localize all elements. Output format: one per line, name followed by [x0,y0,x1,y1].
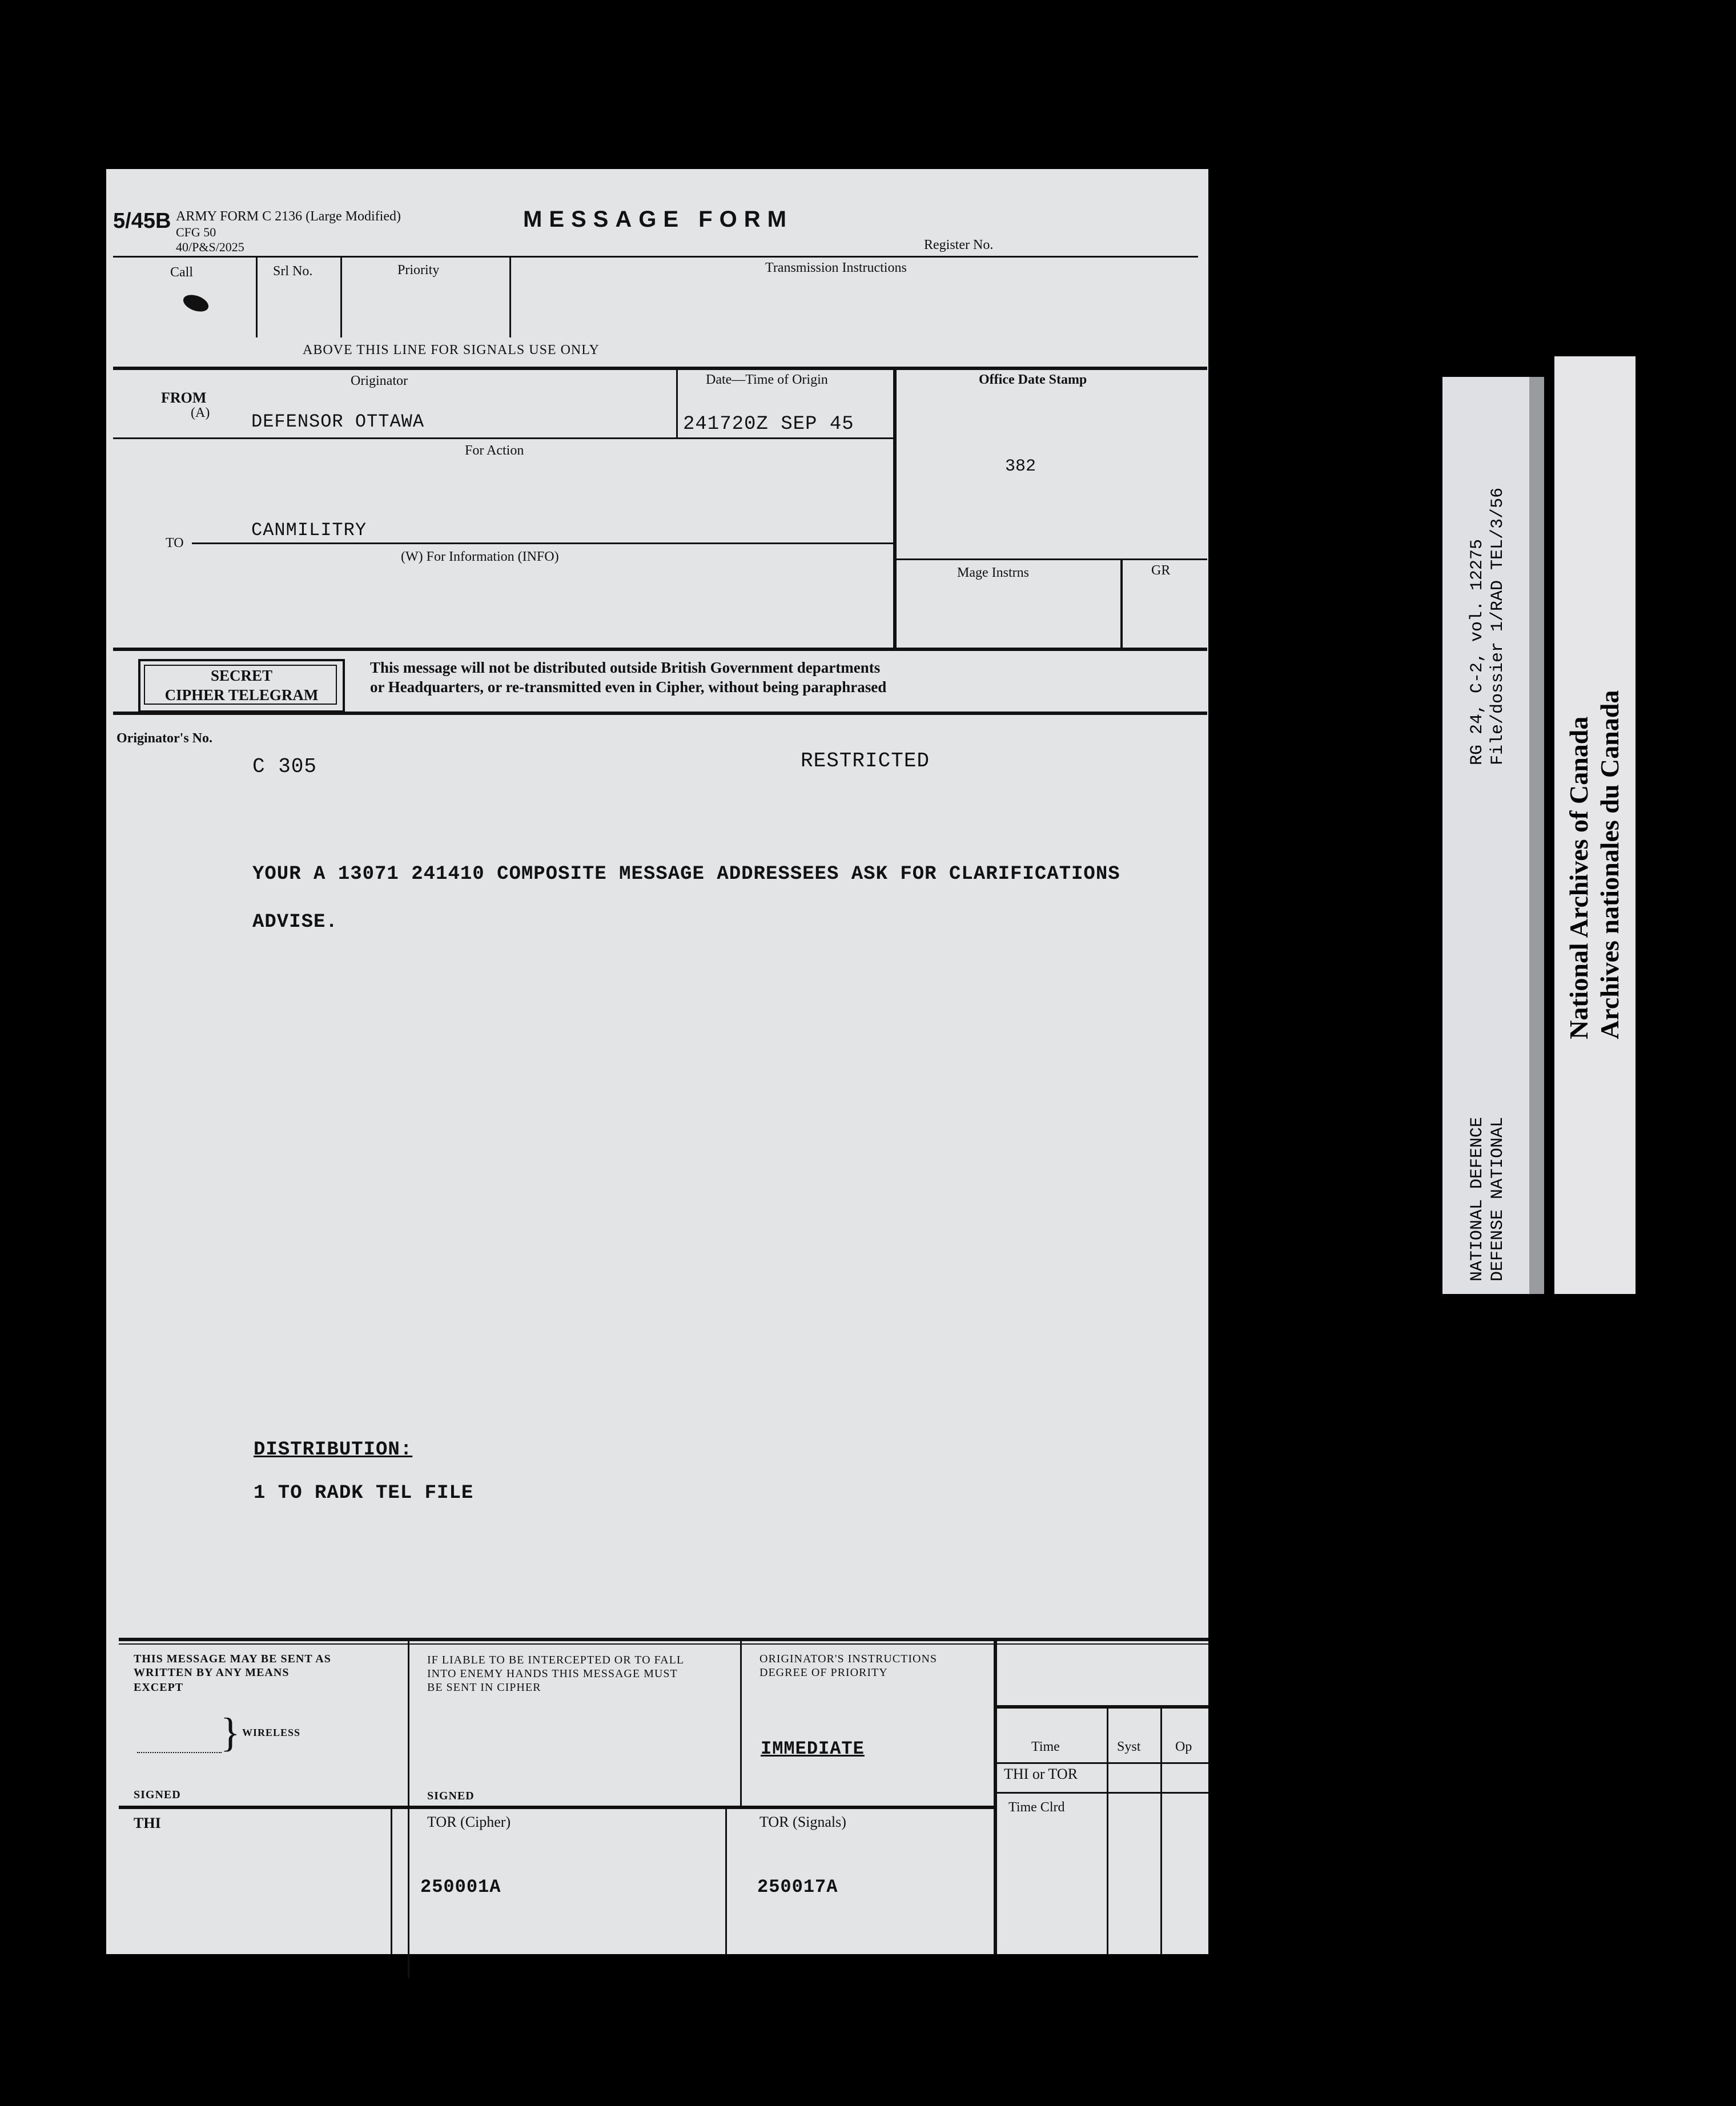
from-value: DEFENSOR OTTAWA [251,411,425,432]
divider [113,437,893,439]
archive-label-fr: Archives nationales du Canada [1595,690,1624,1039]
divider [113,648,1207,651]
date-time-value: 241720Z SEP 45 [683,413,854,435]
distribution-label: DISTRIBUTION: [254,1439,413,1461]
sent-line-1: THIS MESSAGE MAY BE SENT AS [134,1653,331,1665]
divider [509,258,511,337]
archive-reference-strip [1442,377,1544,1294]
divider [893,367,897,650]
divider [119,1643,1208,1645]
transmission-label: Transmission Instructions [765,260,907,275]
priority-value: IMMEDIATE [761,1738,865,1759]
national-archives-label [1554,356,1635,1294]
originator-label: Originator [351,373,408,388]
brace: } [220,1710,240,1755]
signed-label-1: SIGNED [134,1789,181,1801]
notice-line-1: This message will not be distributed outside British Government departments [370,659,881,676]
form-title: MESSAGE FORM [523,207,793,232]
cipher-line-3: BE SENT IN CIPHER [427,1681,541,1694]
syst-label: Syst [1117,1739,1141,1754]
divider [994,1762,1208,1764]
archive-label-en: National Archives of Canada [1564,716,1593,1039]
divider [256,258,258,337]
form-code: 5/45B [113,209,171,233]
cfg-label: CFG 50 [176,225,216,239]
form-ref: 40/P&S/2025 [176,240,244,254]
classification: RESTRICTED [801,749,930,773]
divider [113,367,1207,370]
originator-instructions-label: ORIGINATOR'S INSTRUCTIONS [760,1653,938,1665]
divider [740,1641,742,1807]
divider [119,1638,1208,1641]
priority-label: Priority [397,263,440,278]
cipher-line-1: IF LIABLE TO BE INTERCEPTED OR TO FALL [427,1654,685,1666]
divider [119,1806,995,1809]
archive-ref-line-2: File/dossier 1/RAD TEL/3/56 [1488,487,1508,765]
strip-shadow [1529,377,1544,1294]
tor-signals-label: TOR (Signals) [760,1814,846,1830]
notice-line-2: or Headquarters, or re-transmitted even in Cipher, without being paraphrased [370,678,887,696]
wireless-dots [137,1752,222,1753]
divider [893,558,1207,560]
divider [340,258,342,337]
date-time-label: Date—Time of Origin [706,372,828,387]
thi-label: THI [134,1815,161,1831]
wireless-label: WIRELESS [242,1727,301,1738]
time-clrd-label: Time Clrd [1008,1800,1065,1815]
srl-label: Srl No. [273,264,313,279]
tor-cipher-label: TOR (Cipher) [427,1814,511,1830]
divider [1120,558,1123,650]
sent-line-3: EXCEPT [134,1681,184,1694]
distribution-line: 1 TO RADK TEL FILE [254,1482,474,1504]
from-label: FROM [161,389,207,406]
to-label: TO [166,536,184,550]
sent-line-2: WRITTEN BY ANY MEANS [134,1666,290,1679]
message-form [106,169,1208,1954]
cipher-line-2: INTO ENEMY HANDS THIS MESSAGE MUST [427,1667,678,1680]
signed-label-2: SIGNED [427,1790,475,1802]
tor-cipher-value: 250001A [420,1876,501,1898]
register-label: Register No. [924,238,994,252]
secret-label: SECRET [210,667,273,684]
message-line-1: YOUR A 13071 241410 COMPOSITE MESSAGE ADDRESSEES ASK FOR CLARIFICATIONS [252,863,1120,885]
from-a-label: (A) [191,405,210,420]
to-value: CANMILITRY [251,520,367,541]
divider [192,542,893,544]
message-line-2: ADVISE. [252,911,338,933]
secret-box [138,659,345,713]
call-label: Call [170,265,193,280]
mage-instrns-label: Mage Instrns [957,565,1029,580]
divider [994,1792,1208,1794]
originators-no-value: C 305 [252,755,318,778]
divider [1107,1709,1108,1954]
above-line-note: ABOVE THIS LINE FOR SIGNALS USE ONLY [303,343,600,357]
divider [994,1641,997,1954]
divider [408,1641,409,1978]
office-stamp-label: Office Date Stamp [979,372,1087,387]
dept-line-1: NATIONAL DEFENCE [1468,1116,1487,1281]
divider [113,256,1198,258]
info-label: (W) For Information (INFO) [401,549,559,564]
call-mark [181,292,211,315]
archive-ref-line-1: RG 24, C-2, vol. 12275 [1468,538,1487,765]
for-action-label: For Action [465,443,524,458]
op-label: Op [1175,1739,1192,1754]
time-label: Time [1031,1739,1060,1754]
gr-label: GR [1151,563,1171,578]
army-form-label: ARMY FORM C 2136 (Large Modified) [176,209,401,224]
tor-signals-value: 250017A [757,1876,838,1898]
cipher-telegram-label: CIPHER TELEGRAM [164,686,319,704]
office-stamp-value: 382 [1005,457,1036,476]
thi-or-tor-label: THI or TOR [1004,1766,1078,1782]
divider [994,1705,1208,1709]
originators-no-label: Originator's No. [116,731,212,746]
divider [725,1808,727,1954]
divider [113,712,1207,715]
dept-line-2: DEFENSE NATIONAL [1488,1116,1508,1281]
degree-of-priority-label: DEGREE OF PRIORITY [760,1666,888,1679]
divider [1160,1709,1162,1954]
divider [676,370,678,437]
divider [391,1808,392,1954]
